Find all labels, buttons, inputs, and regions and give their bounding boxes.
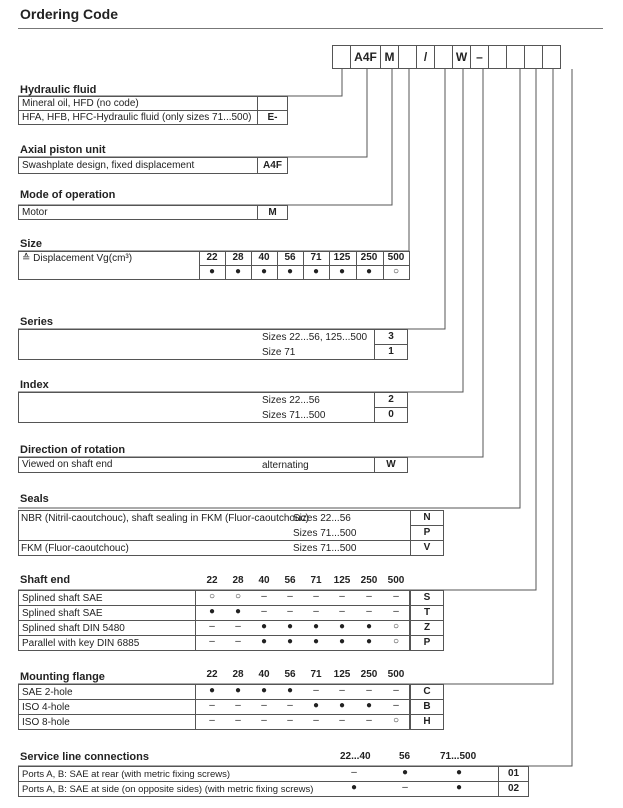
page-title: Ordering Code — [20, 6, 119, 22]
size-label: ≙ Displacement Vg(cm³) — [18, 251, 199, 280]
shaft-end-label-divider — [195, 590, 196, 651]
mounting-mark: – — [393, 700, 399, 711]
mounting-mark: ● — [338, 700, 346, 711]
service-header-2: 56 — [399, 751, 411, 762]
size-header-250: 250 — [360, 252, 378, 263]
rotation-value: alternating — [262, 460, 309, 471]
mounting-mark: – — [235, 700, 241, 711]
mounting-mark: – — [287, 715, 293, 726]
shaft-end-mark: ● — [286, 621, 294, 632]
mounting-mark: ● — [208, 685, 216, 696]
shaft-end-header-28: 28 — [232, 575, 244, 586]
shaft-end-mark: ● — [365, 621, 373, 632]
fluid-mineral-oil: Mineral oil, HFD (no code) — [18, 96, 258, 111]
size-header-56: 56 — [284, 252, 296, 263]
seal-fkm-sizes: Sizes 71...500 — [293, 543, 357, 554]
mode-label: Motor — [18, 205, 258, 220]
shaft-end-mark: – — [339, 591, 345, 602]
seal-code-n: N — [410, 510, 444, 526]
mounting-mark: – — [393, 685, 399, 696]
shaft-end-mark: ○ — [392, 636, 400, 647]
rotation-code: W — [374, 457, 408, 473]
shaft-end-mark: – — [235, 636, 241, 647]
mounting-header-56: 56 — [284, 669, 296, 680]
shaft-end-mark: ● — [365, 636, 373, 647]
mounting-header-40: 40 — [258, 669, 270, 680]
section-shaft-end: Shaft end — [20, 574, 71, 586]
mounting-code-h: H — [410, 714, 444, 730]
size-header-40: 40 — [258, 252, 270, 263]
shaft-end-row-label: Parallel with key DIN 6885 — [22, 638, 140, 649]
mounting-mark: ● — [234, 685, 242, 696]
section-seals: Seals — [20, 493, 49, 505]
size-mark-71: ● — [312, 266, 320, 277]
shaft-end-mark: – — [209, 621, 215, 632]
mounting-mark: ● — [312, 700, 320, 711]
shaft-end-mark: – — [366, 591, 372, 602]
mounting-mark: ● — [365, 700, 373, 711]
section-mode: Mode of operation — [20, 189, 116, 201]
shaft-end-code-p: P — [410, 635, 444, 651]
shaft-end-code-s: S — [410, 590, 444, 606]
shaft-end-row-label: Splined shaft SAE — [22, 593, 103, 604]
shaft-end-mark: – — [287, 606, 293, 617]
mounting-mark: – — [313, 685, 319, 696]
shaft-end-mark: – — [313, 591, 319, 602]
seal-fkm-label: FKM (Fluor-caoutchouc) — [21, 543, 129, 554]
mounting-header-125: 125 — [333, 669, 351, 680]
shaft-end-header-22: 22 — [206, 575, 218, 586]
shaft-end-mark: ● — [208, 606, 216, 617]
shaft-end-mark: – — [313, 606, 319, 617]
shaft-end-mark: ○ — [234, 591, 242, 602]
mounting-mark: – — [209, 715, 215, 726]
service-mark-2-2: – — [402, 782, 408, 793]
mounting-code-b: B — [410, 699, 444, 715]
size-mark-500: ○ — [392, 266, 400, 277]
shaft-end-row-label: Splined shaft DIN 5480 — [22, 623, 125, 634]
mounting-header-71: 71 — [310, 669, 322, 680]
mounting-mark: – — [366, 685, 372, 696]
section-rotation: Direction of rotation — [20, 444, 126, 456]
shaft-end-code-t: T — [410, 605, 444, 621]
shaft-end-mark: – — [393, 606, 399, 617]
axial-piston-code: A4F — [257, 157, 288, 174]
index-row-2-label: Sizes 71...500 — [262, 410, 326, 421]
section-mounting-flange: Mounting flange — [20, 671, 105, 683]
service-code-01: 01 — [498, 766, 529, 782]
shaft-end-mark: – — [261, 591, 267, 602]
shaft-end-row-label: Splined shaft SAE — [22, 608, 103, 619]
service-header-1: 22...40 — [340, 751, 371, 762]
shaft-end-header-500: 500 — [387, 575, 405, 586]
mounting-mark: – — [287, 700, 293, 711]
size-mark-250: ● — [365, 266, 373, 277]
shaft-end-code-z: Z — [410, 620, 444, 636]
series-row-2-label: Size 71 — [262, 347, 296, 358]
index-code-0: 0 — [374, 407, 408, 423]
mounting-header-250: 250 — [360, 669, 378, 680]
section-index: Index — [20, 379, 49, 391]
mounting-row-label: SAE 2-hole — [22, 687, 73, 698]
code-box-slash: / — [416, 45, 435, 69]
mounting-mark: – — [261, 700, 267, 711]
fluid-code-e: E- — [257, 110, 288, 125]
mounting-mark: ● — [286, 685, 294, 696]
size-mark-125: ● — [338, 266, 346, 277]
shaft-end-mark: – — [366, 606, 372, 617]
shaft-end-mark: ● — [234, 606, 242, 617]
section-axial-piston: Axial piston unit — [20, 144, 106, 156]
service-mark-1-2: ● — [401, 767, 409, 778]
service-code-02: 02 — [498, 781, 529, 797]
shaft-end-mark: – — [287, 591, 293, 602]
shaft-end-mark: – — [235, 621, 241, 632]
shaft-end-mark: ○ — [392, 621, 400, 632]
seal-code-v: V — [410, 540, 444, 556]
mounting-mark: – — [261, 715, 267, 726]
seal-nbr-label: NBR (Nitril-caoutchouc), shaft sealing in FKM (Fluor-caoutchouc) — [21, 513, 309, 524]
index-code-2: 2 — [374, 392, 408, 408]
seal-nbr-sizes-2: Sizes 71...500 — [293, 528, 357, 539]
section-size: Size — [20, 238, 43, 250]
size-header-71: 71 — [310, 252, 322, 263]
fluid-code-empty — [257, 96, 288, 111]
shaft-end-header-71: 71 — [310, 575, 322, 586]
mounting-mark: – — [209, 700, 215, 711]
size-mark-28: ● — [234, 266, 242, 277]
size-header-22: 22 — [206, 252, 218, 263]
shaft-end-mark: ● — [260, 621, 268, 632]
mounting-mark: ● — [260, 685, 268, 696]
shaft-end-mark: ● — [312, 636, 320, 647]
size-header-125: 125 — [333, 252, 351, 263]
shaft-end-mark: ● — [338, 636, 346, 647]
shaft-end-header-125: 125 — [333, 575, 351, 586]
shaft-end-header-40: 40 — [258, 575, 270, 586]
shaft-end-header-56: 56 — [284, 575, 296, 586]
series-row-1-label: Sizes 22...56, 125...500 — [262, 332, 368, 343]
service-header-3: 71...500 — [440, 751, 477, 762]
size-header-28: 28 — [232, 252, 244, 263]
service-mark-2-1: ● — [350, 782, 358, 793]
axial-piston-label: Swashplate design, fixed displacement — [18, 157, 258, 174]
code-box-m: M — [380, 45, 399, 69]
mounting-code-c: C — [410, 684, 444, 700]
shaft-end-mark: ● — [338, 621, 346, 632]
mode-code: M — [257, 205, 288, 220]
shaft-end-mark: ● — [286, 636, 294, 647]
service-mark-2-3: ● — [455, 782, 463, 793]
series-code-1: 1 — [374, 344, 408, 360]
mounting-header-500: 500 — [387, 669, 405, 680]
shaft-end-mark: – — [393, 591, 399, 602]
code-box-a4f: A4F — [350, 45, 381, 69]
mounting-mark: ○ — [392, 715, 400, 726]
index-row-1-label: Sizes 22...56 — [262, 395, 320, 406]
size-mark-56: ● — [286, 266, 294, 277]
shaft-end-mark: ○ — [208, 591, 216, 602]
service-row-2-label: Ports A, B: SAE at side (on opposite sides) (with metric fixing screws) — [22, 784, 314, 795]
mounting-mark: – — [339, 715, 345, 726]
section-hydraulic-fluid: Hydraulic fluid — [20, 84, 97, 96]
shaft-end-mark: – — [261, 606, 267, 617]
service-row-1-label: Ports A, B: SAE at rear (with metric fixing screws) — [22, 769, 230, 780]
mounting-header-28: 28 — [232, 669, 244, 680]
shaft-end-header-250: 250 — [360, 575, 378, 586]
size-mark-22: ● — [208, 266, 216, 277]
mounting-row-label: ISO 8-hole — [22, 717, 70, 728]
size-mark-40: ● — [260, 266, 268, 277]
shaft-end-mark: ● — [312, 621, 320, 632]
mounting-mark: – — [313, 715, 319, 726]
service-mark-1-3: ● — [455, 767, 463, 778]
mounting-mark: – — [339, 685, 345, 696]
seal-nbr-sizes-1: Sizes 22...56 — [293, 513, 351, 524]
rotation-label: Viewed on shaft end — [18, 457, 375, 473]
section-service-line: Service line connections — [20, 751, 149, 763]
mounting-mark: – — [235, 715, 241, 726]
seal-code-p: P — [410, 525, 444, 541]
fluid-hfa: HFA, HFB, HFC-Hydraulic fluid (only sizes 71...500) — [18, 110, 258, 125]
shaft-end-mark: – — [339, 606, 345, 617]
size-header-500: 500 — [387, 252, 405, 263]
service-mark-1-1: – — [351, 767, 357, 778]
section-series: Series — [20, 316, 54, 328]
mounting-row-label: ISO 4-hole — [22, 702, 70, 713]
series-code-3: 3 — [374, 329, 408, 345]
code-box-w: W — [452, 45, 471, 69]
code-box-dash: – — [470, 45, 489, 69]
mounting-header-22: 22 — [206, 669, 218, 680]
mounting-mark: – — [366, 715, 372, 726]
mounting-label-divider — [195, 684, 196, 730]
shaft-end-mark: ● — [260, 636, 268, 647]
shaft-end-mark: – — [209, 636, 215, 647]
